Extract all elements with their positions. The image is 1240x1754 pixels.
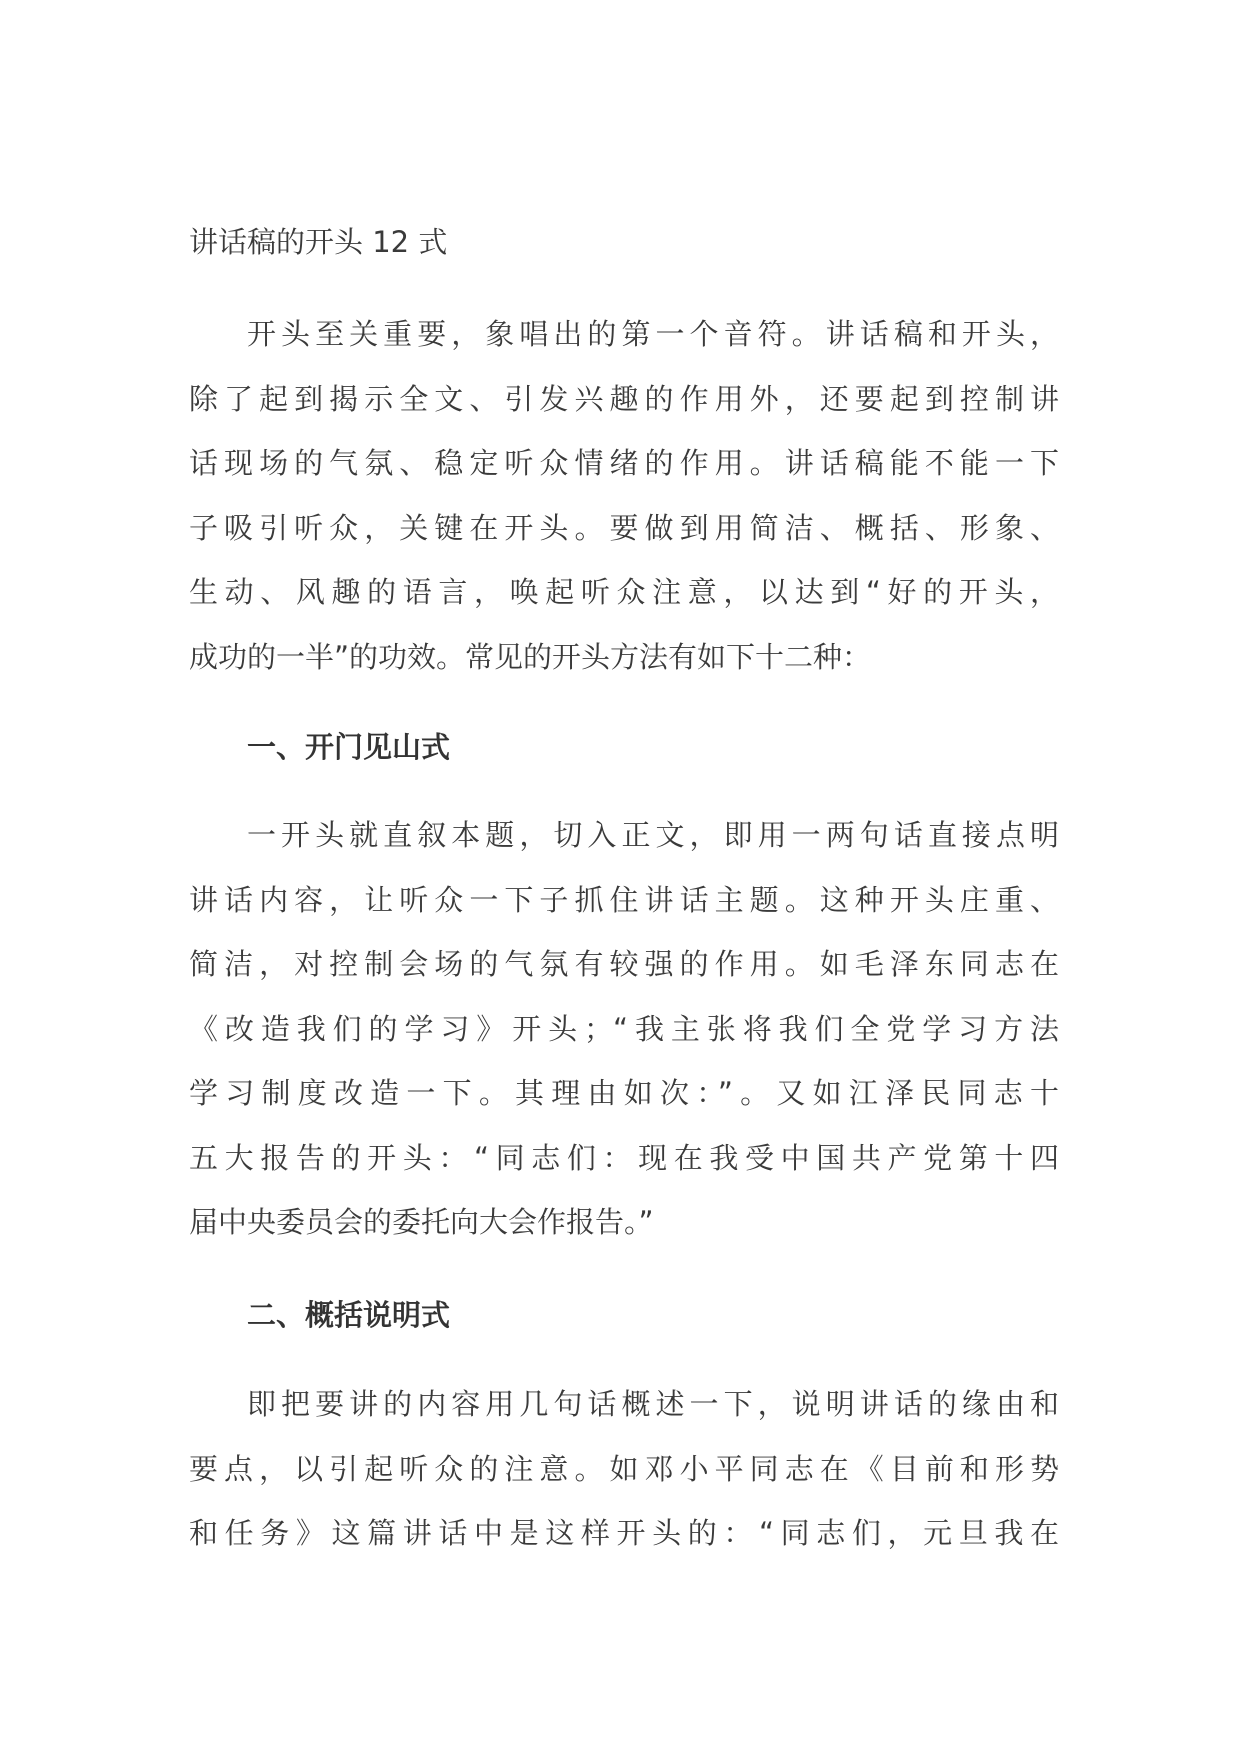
paragraph-line: 讲话内容，让听众一下子抓住讲话主题。这种开头庄重、 xyxy=(189,882,1059,917)
document-title: 讲话稿的开头 12 式 xyxy=(189,225,448,259)
paragraph-line: 和任务》这篇讲话中是这样开头的：“同志们，元旦我在 xyxy=(189,1516,1059,1550)
paragraph-line: 《改造我们的学习》开头；“我主张将我们全党学习方法 xyxy=(189,1011,1059,1046)
intro-paragraph xyxy=(189,302,1059,689)
paragraph-line: 一开头就直叙本题，切入正文，即用一两句话直接点明 xyxy=(247,818,1059,852)
section-heading: 一、开门见山式 xyxy=(247,730,451,764)
paragraph-line: 简洁，对控制会场的气氛有较强的作用。如毛泽东同志在 xyxy=(189,947,1059,981)
paragraph-line: 五大报告的开头：“同志们：现在我受中国共产党第十四 xyxy=(189,1140,1059,1175)
paragraph-line: 届中央委员会的委托向大会作报告。” xyxy=(189,1205,654,1239)
paragraph-line: 子吸引听众，关键在开头。要做到用简洁、概括、形象、 xyxy=(189,510,1059,545)
section-paragraph xyxy=(189,803,1059,1255)
paragraph-line: 开头至关重要，象唱出的第一个音符。讲话稿和开头， xyxy=(247,317,1059,351)
paragraph-line: 成功的一半”的功效。常见的开头方法有如下十二种： xyxy=(189,639,872,674)
paragraph-line: 话现场的气氛、稳定听众情绪的作用。讲话稿能不能一下 xyxy=(189,446,1059,480)
paragraph-line: 学习制度改造一下。其理由如次：”。又如江泽民同志十 xyxy=(189,1076,1059,1110)
paragraph-line: 即把要讲的内容用几句话概述一下，说明讲话的缘由和 xyxy=(247,1387,1059,1421)
paragraph-line: 要点，以引起听众的注意。如邓小平同志在《目前和形势 xyxy=(189,1451,1059,1486)
section-paragraph xyxy=(189,1372,1059,1566)
paragraph-line: 除了起到揭示全文、引发兴趣的作用外，还要起到控制讲 xyxy=(189,381,1059,416)
section-heading: 二、概括说明式 xyxy=(247,1298,451,1332)
paragraph-line: 生动、风趣的语言，唤起听众注意，以达到“好的开头， xyxy=(189,575,1059,609)
